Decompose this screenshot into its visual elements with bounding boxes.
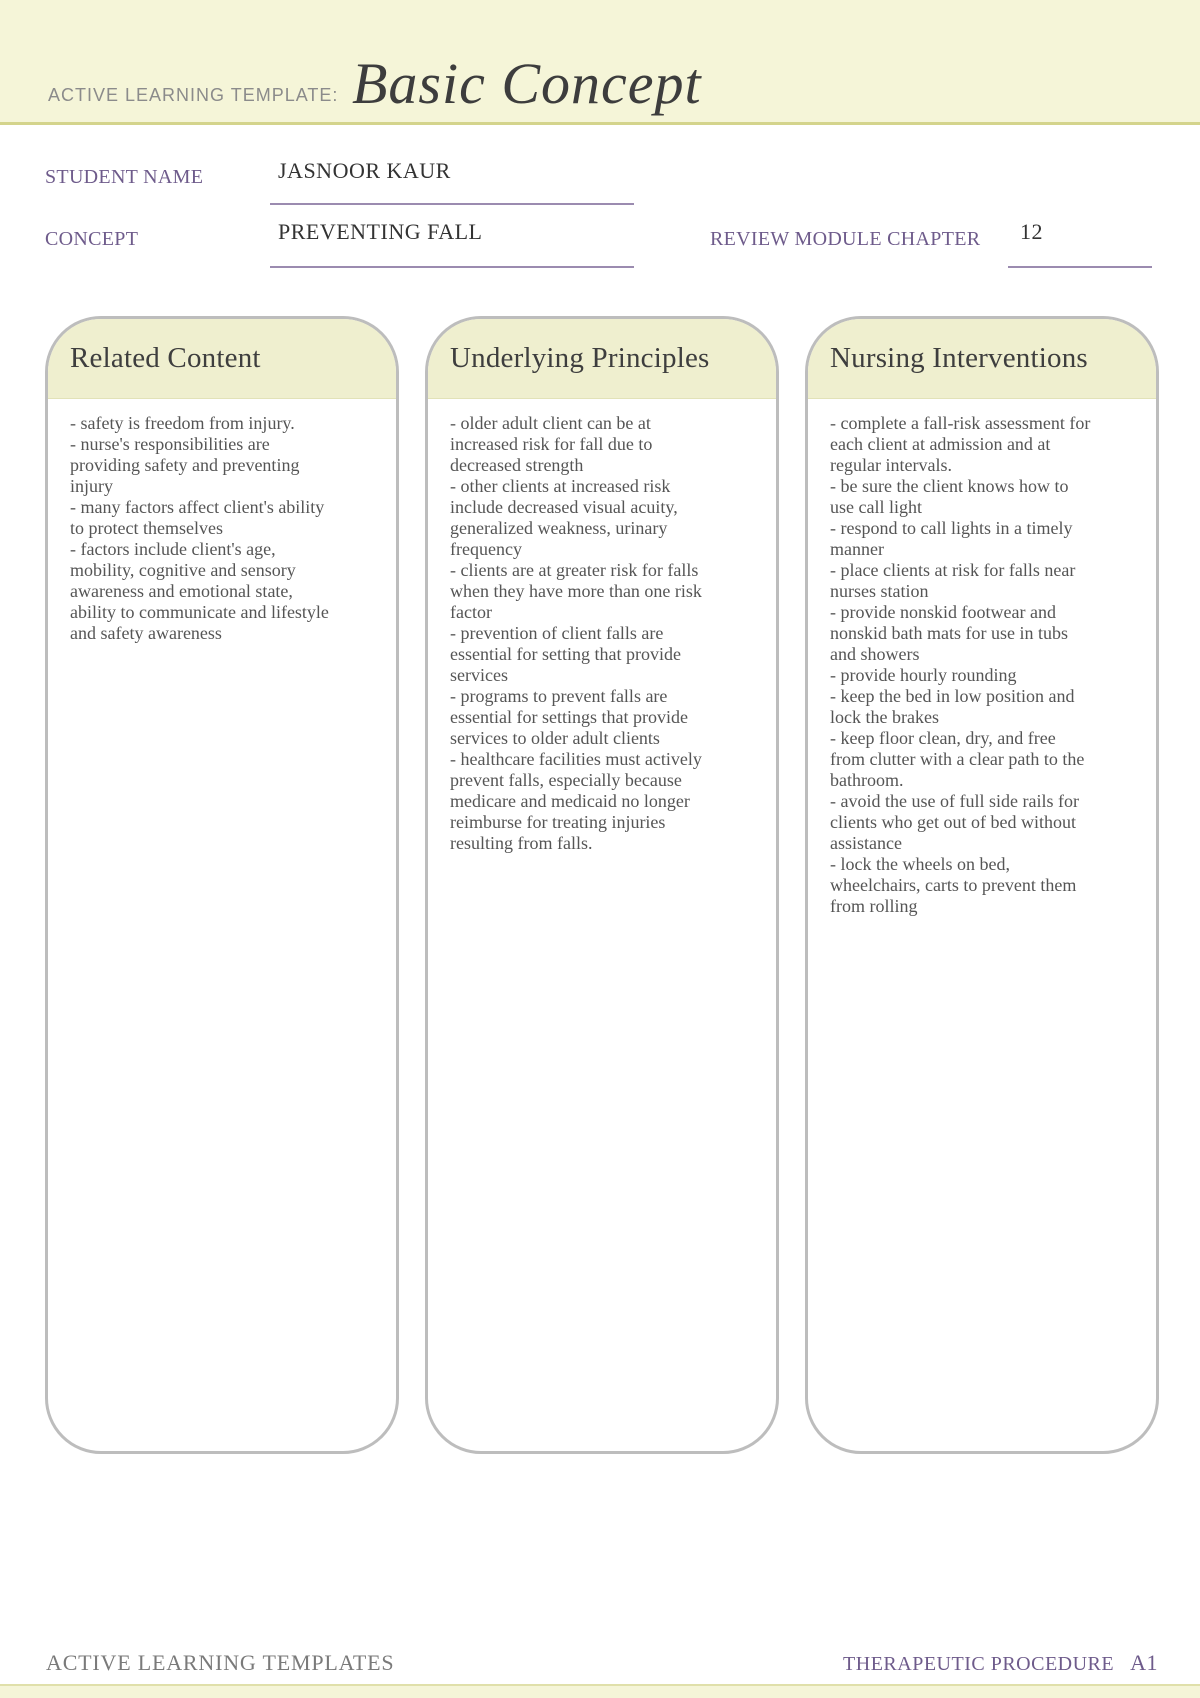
- card-text-line: nonskid bath mats for use in tubs: [830, 623, 1068, 643]
- card-text-line: - many factors affect client's ability: [70, 497, 325, 517]
- card-text-line: lock the brakes: [830, 707, 939, 727]
- card-text-line: and safety awareness: [70, 623, 222, 643]
- card-text-line: - healthcare facilities must actively: [450, 749, 702, 769]
- card-text-line: regular intervals.: [830, 455, 952, 475]
- card-header: [428, 319, 776, 399]
- card-text-line: clients who get out of bed without: [830, 812, 1076, 832]
- card-text-line: nurses station: [830, 581, 929, 601]
- card-text-line: - complete a fall-risk assessment for: [830, 413, 1091, 433]
- chapter-label: REVIEW MODULE CHAPTER: [710, 228, 981, 250]
- card-text-line: awareness and emotional state,: [70, 581, 293, 601]
- card-text-line: - be sure the client knows how to: [830, 476, 1069, 496]
- card-text-line: bathroom.: [830, 770, 904, 790]
- card-text-line: and showers: [830, 644, 920, 664]
- card-text-line: medicare and medicaid no longer: [450, 791, 690, 811]
- card-text-line: generalized weakness, urinary: [450, 518, 668, 538]
- card-text-line: assistance: [830, 833, 902, 853]
- card-text-line: include decreased visual acuity,: [450, 497, 678, 517]
- card-text-line: manner: [830, 539, 884, 559]
- card-title: Nursing Interventions: [830, 342, 1088, 374]
- card-text-line: when they have more than one risk: [450, 581, 702, 601]
- card-text-line: ability to communicate and lifestyle: [70, 602, 329, 622]
- card-text-line: providing safety and preventing: [70, 455, 300, 475]
- card-text-line: - keep floor clean, dry, and free: [830, 728, 1056, 748]
- card-text-line: reimburse for treating injuries: [450, 812, 666, 832]
- card-text-line: - provide hourly rounding: [830, 665, 1017, 685]
- card-nursing-interventions: [805, 316, 1159, 1454]
- card-header: [48, 319, 396, 399]
- card-text-line: services: [450, 665, 508, 685]
- student-name-field[interactable]: JASNOOR KAUR: [278, 158, 451, 183]
- card-underlying-principles: [425, 316, 779, 1454]
- card-text-line: resulting from falls.: [450, 833, 593, 853]
- footer-left: ACTIVE LEARNING TEMPLATES: [46, 1650, 395, 1675]
- concept-label: CONCEPT: [45, 228, 139, 250]
- card-text-line: to protect themselves: [70, 518, 223, 538]
- card-text-line: injury: [70, 476, 113, 496]
- concept-underline: [270, 266, 634, 268]
- card-text-line: wheelchairs, carts to prevent them: [830, 875, 1077, 895]
- card-text-line: - keep the bed in low position and: [830, 686, 1075, 706]
- card-text-line: - safety is freedom from injury.: [70, 413, 295, 433]
- footer-right: [843, 1650, 1158, 1676]
- chapter-underline: [1008, 266, 1152, 268]
- concept-field[interactable]: PREVENTING FALL: [278, 219, 483, 244]
- card-title: Related Content: [70, 342, 261, 374]
- card-text-line: - provide nonskid footwear and: [830, 602, 1056, 622]
- card-text-line: - respond to call lights in a timely: [830, 518, 1073, 538]
- card-body[interactable]: [808, 399, 1156, 917]
- card-header: [808, 319, 1156, 399]
- card-text-line: - nurse's responsibilities are: [70, 434, 270, 454]
- card-text-line: - lock the wheels on bed,: [830, 854, 1010, 874]
- card-text-line: use call light: [830, 497, 922, 517]
- chapter-field[interactable]: 12: [1020, 219, 1043, 244]
- card-text-line: - factors include client's age,: [70, 539, 276, 559]
- card-title: Underlying Principles: [450, 342, 710, 374]
- card-body[interactable]: [48, 399, 396, 644]
- card-text-line: prevent falls, especially because: [450, 770, 682, 790]
- footer-code: A1: [1130, 1650, 1158, 1675]
- student-name-underline: [270, 203, 634, 205]
- card-text-line: from clutter with a clear path to the: [830, 749, 1085, 769]
- card-text-line: each client at admission and at: [830, 434, 1051, 454]
- card-text-line: - other clients at increased risk: [450, 476, 671, 496]
- card-text-line: from rolling: [830, 896, 918, 916]
- card-text-line: essential for setting that provide: [450, 644, 681, 664]
- card-text-line: factor: [450, 602, 492, 622]
- template-prefix: ACTIVE LEARNING TEMPLATE:: [48, 85, 339, 105]
- card-text-line: frequency: [450, 539, 522, 559]
- card-text-line: essential for settings that provide: [450, 707, 688, 727]
- card-text-line: decreased strength: [450, 455, 584, 475]
- card-text-line: - prevention of client falls are: [450, 623, 664, 643]
- card-text-line: - programs to prevent falls are: [450, 686, 668, 706]
- footer-section: THERAPEUTIC PROCEDURE: [843, 1653, 1115, 1675]
- card-text-line: services to older adult clients: [450, 728, 660, 748]
- card-text-line: - older adult client can be at: [450, 413, 651, 433]
- template-title: Basic Concept: [352, 51, 702, 116]
- card-text-line: - clients are at greater risk for falls: [450, 560, 699, 580]
- card-text-line: - place clients at risk for falls near: [830, 560, 1076, 580]
- card-body[interactable]: [428, 399, 776, 854]
- card-text-line: increased risk for fall due to: [450, 434, 653, 454]
- card-related-content: [45, 316, 399, 1454]
- card-text-line: - avoid the use of full side rails for: [830, 791, 1079, 811]
- card-text-line: mobility, cognitive and sensory: [70, 560, 296, 580]
- student-name-label: STUDENT NAME: [45, 166, 204, 188]
